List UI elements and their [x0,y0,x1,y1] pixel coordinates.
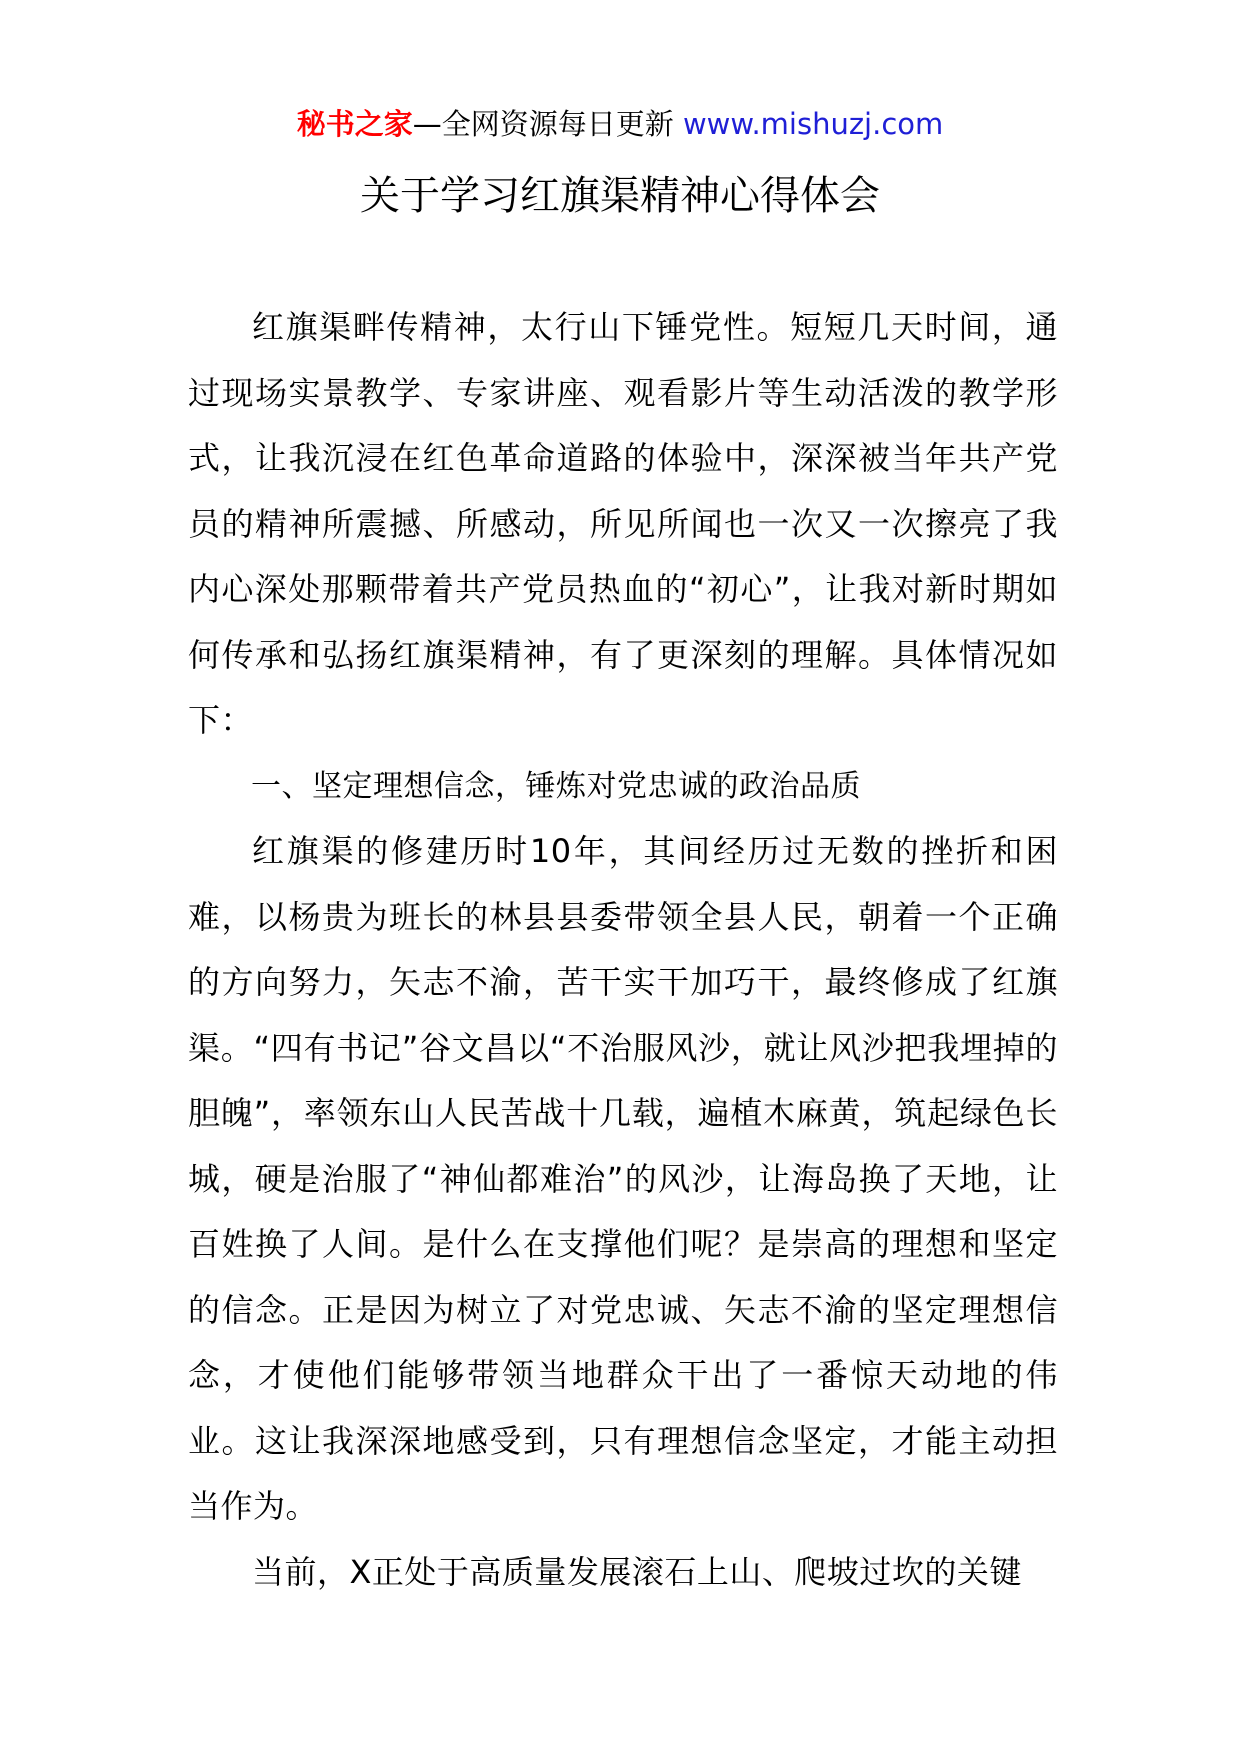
intro-paragraph: 红旗渠畔传精神，太行山下锤党性。短短几天时间，通过现场实景教学、专家讲座、观看影片等生动活泼的教学形式，让我沉浸在红色革命道路的体验中，深深被当年共产党员的精神所震撼、所感动，所见所闻也一次又一次擦亮了我内心深处那颗带着共产党员热血的“初心”，让我对新时期如何传承和弘扬红旗渠精神，有了更深刻的理解。具体情况如下： [188,308,1058,739]
document-body [188,295,1058,1605]
section-1-paragraph: 红旗渠的修建历时10年，其间经历过无数的挫折和困难，以杨贵为班长的林县县委带领全县人民，朝着一个正确的方向努力，矢志不渝，苦干实干加巧干，最终修成了红旗渠。“四有书记”谷文昌以“不治服风沙，就让风沙把我埋掉的胆魄”，率领东山人民苦战十几载，遍植木麻黄，筑起绿色长城，硬是治服了“神仙都难治”的风沙，让海岛换了天地，让百姓换了人间。是什么在支撑他们呢？是崇高的理想和坚定的信念。正是因为树立了对党忠诚、矢志不渝的坚定理想信念，才使他们能够带领当地群众干出了一番惊天动地的伟业。这让我深深地感受到，只有理想信念坚定，才能主动担当作为。 [188,832,1058,1525]
site-tagline: —全网资源每日更新 [412,107,674,141]
site-header-banner [0,104,1240,144]
site-brand: 秘书之家 [296,107,413,141]
site-url-link[interactable]: www.mishuzj.com [682,107,944,141]
section-1-paragraph-2: 当前，X正处于高质量发展滚石上山、爬坡过坎的关键 [252,1552,1022,1591]
section-heading-1: 一、坚定理想信念，锤炼对党忠诚的政治品质 [251,768,861,804]
document-title: 关于学习红旗渠精神心得体会 [360,173,880,219]
